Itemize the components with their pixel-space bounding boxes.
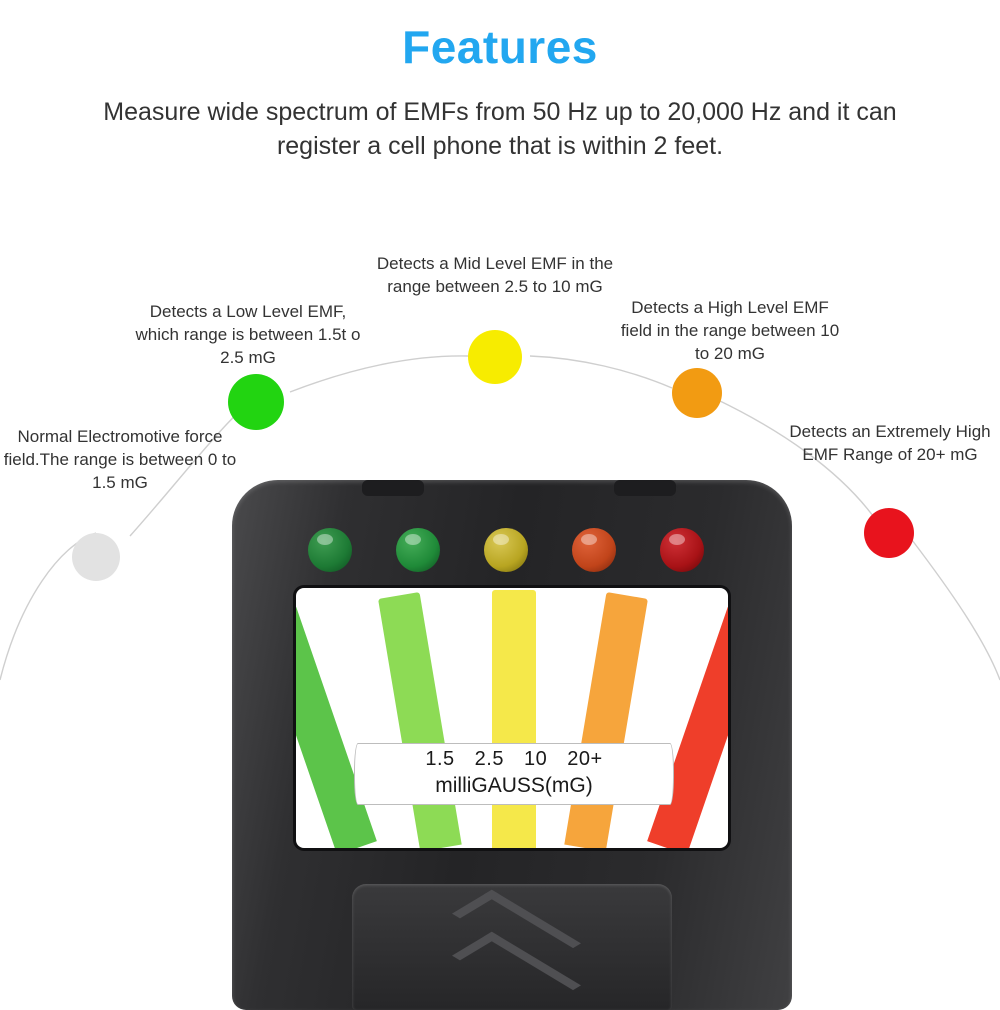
bar-red: [647, 605, 728, 848]
device-top-nub-left: [362, 480, 424, 496]
bar-yellow: [492, 590, 536, 848]
led-orange: [572, 528, 616, 572]
led-red: [660, 528, 704, 572]
scale-value-1: 1.5: [425, 748, 455, 770]
dot-normal: [72, 533, 120, 581]
page-subtitle: Measure wide spectrum of EMFs from 50 Hz up to 20,000 Hz and it can register a cell phone that is within 2 feet.: [103, 98, 897, 160]
dot-mid: [468, 330, 522, 384]
scale-value-2: 2.5: [474, 748, 504, 770]
page-title: Features: [402, 21, 598, 73]
emf-meter-device: [232, 480, 792, 1010]
led-yellow: [484, 528, 528, 572]
bar-green-2: [378, 592, 462, 848]
led-green-1: [308, 528, 352, 572]
gauge-screen: [296, 588, 728, 848]
led-green-2: [396, 528, 440, 572]
dot-high: [672, 368, 722, 418]
callout-high-text: Detects a High Level EMF field in the range between 10 to 20 mG: [620, 298, 840, 363]
device-top-nub-right: [614, 480, 676, 496]
callout-normal-text: Normal Electromotive force field.The range is between 0 to 1.5 mG: [3, 427, 237, 492]
scale-value-3: 10: [523, 748, 548, 770]
dot-low: [228, 374, 284, 430]
callout-low-text: Detects a Low Level EMF, which range is between 1.5t o 2.5 mG: [135, 302, 361, 367]
scale-values: [355, 748, 673, 771]
callout-extreme-text: Detects an Extremely High EMF Range of 20+ mG: [789, 422, 991, 464]
callout-mid-text: Detects a Mid Level EMF in the range between 2.5 to 10 mG: [376, 254, 614, 296]
scale-label-plate: [354, 743, 674, 805]
dot-extreme: [864, 508, 914, 558]
bar-orange: [564, 592, 648, 848]
scale-unit-label: milliGAUSS(mG): [435, 774, 593, 797]
bar-green-1: [296, 605, 377, 848]
scale-value-4: 20+: [567, 748, 603, 770]
battery-cover-panel[interactable]: [352, 884, 672, 1010]
